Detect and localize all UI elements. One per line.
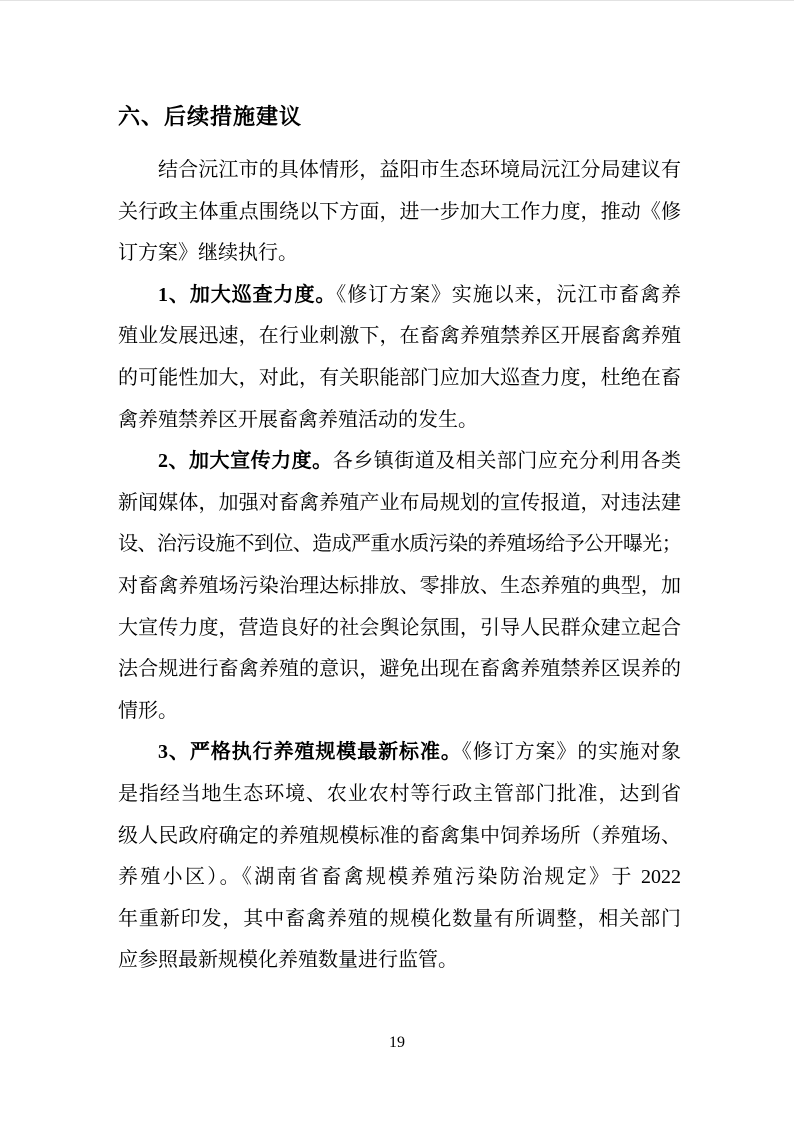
- text-line: 年重新印发，其中畜禽养殖的规模化数量有所调整，相关部门: [118, 907, 681, 930]
- text-line: [118, 150, 681, 192]
- page-number: 19: [389, 1034, 405, 1051]
- text-line: 情形。: [118, 699, 178, 722]
- paragraph-item-1: [118, 275, 681, 441]
- text-line: 新闻媒体，加强对畜禽养殖产业布局规划的宣传报道，对违法建: [118, 491, 681, 514]
- text-line: [118, 275, 681, 317]
- paragraph-lead-bold: 1、加大巡查力度。: [158, 283, 337, 306]
- text-line: [118, 732, 681, 774]
- text-line: 对畜禽养殖场污染治理达标排放、零排放、生态养殖的典型，加: [118, 574, 681, 597]
- text-line: 殖业发展迅速，在行业刺激下，在畜禽养殖禁养区开展畜禽养殖: [118, 325, 681, 348]
- paragraph-intro: [118, 150, 681, 275]
- text-line: 的可能性加大，对此，有关职能部门应加大巡查力度，杜绝在畜: [118, 366, 681, 389]
- text-line: 大宣传力度，营造良好的社会舆论氛围，引导人民群众建立起合: [118, 616, 681, 639]
- text-run: 《修订方案》的实施对象: [461, 741, 682, 764]
- text-line: 法合规进行畜禽养殖的意识，避免出现在畜禽养殖禁养区误养的: [118, 658, 681, 681]
- text-line: 订方案》继续执行。: [118, 242, 298, 265]
- paragraph-lead-bold: 3、严格执行养殖规模最新标准。: [158, 741, 462, 764]
- paragraph-item-3: [118, 732, 681, 982]
- text-line: 级人民政府确定的养殖规模标准的畜禽集中饲养场所（养殖场、: [118, 824, 681, 847]
- text-line: 禽养殖禁养区开展畜禽养殖活动的发生。: [118, 408, 478, 431]
- text-run: 各乡镇街道及相关部门应充分利用各类: [332, 450, 682, 473]
- document-body: [118, 150, 681, 982]
- text-run: 结合沅江市的具体情形，益阳市生态环境局沅江分局建议有: [158, 159, 681, 181]
- section-heading: 六、后续措施建议: [118, 104, 303, 129]
- text-line: 养殖小区）。《湖南省畜禽规模养殖污染防治规定》于 2022: [118, 866, 681, 889]
- text-line: 设、治污设施不到位、造成严重水质污染的养殖场给予公开曝光；: [118, 533, 681, 556]
- text-run: 《修订方案》实施以来，沅江市畜禽养: [336, 283, 682, 306]
- text-line: 应参照最新规模化养殖数量进行监管。: [118, 949, 458, 972]
- text-line: 是指经当地生态环境、农业农村等行政主管部门批准，达到省: [118, 782, 681, 805]
- text-line: 关行政主体重点围绕以下方面，进一步加大工作力度，推动《修: [118, 200, 681, 223]
- paragraph-lead-bold: 2、加大宣传力度。: [158, 450, 333, 473]
- page-content: [118, 101, 681, 982]
- paragraph-item-2: [118, 441, 681, 732]
- text-line: [118, 441, 681, 483]
